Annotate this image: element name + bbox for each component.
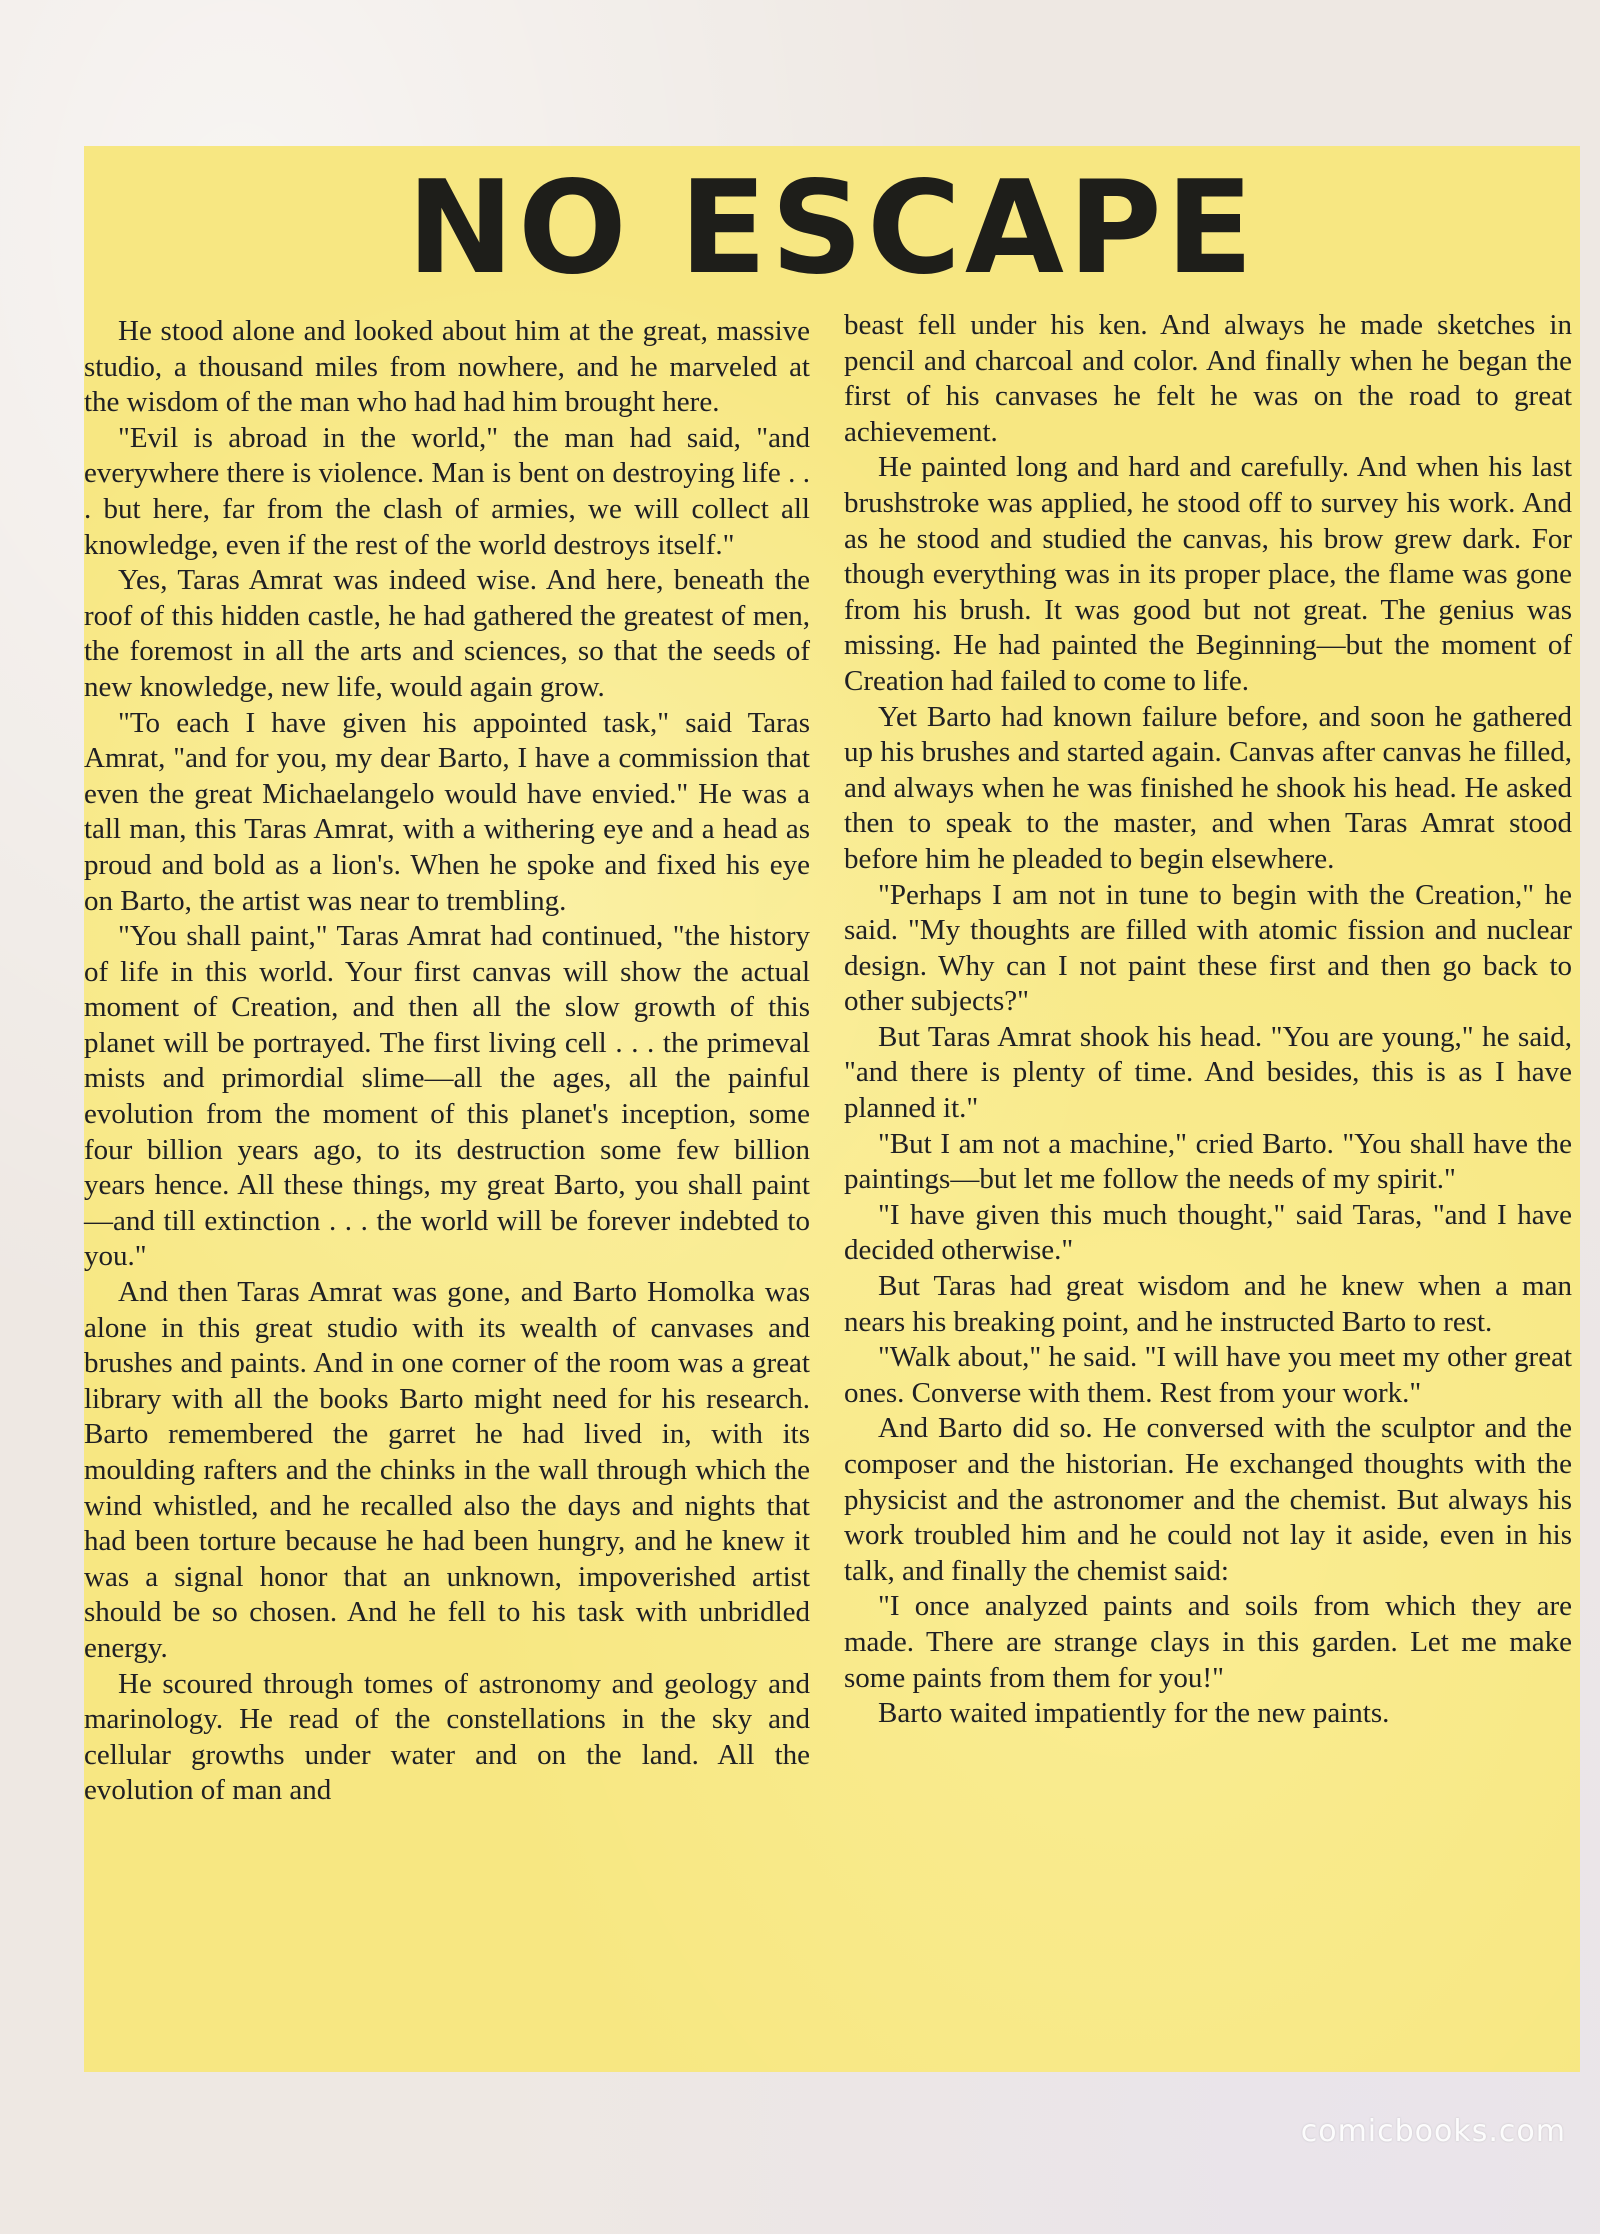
- right-column: [844, 308, 1572, 1732]
- paragraph: Barto waited impatiently for the new paints.: [878, 1697, 1390, 1730]
- paragraph: But Taras had great wisdom and he knew when a man nears his breaking point, and he instructed Barto to rest.: [844, 1270, 1572, 1338]
- paragraph: "You shall paint," Taras Amrat had continued, "the history of life in this world. Your first canvas will show the actual moment of Creation, and then all the slow growth of this planet will be portrayed. The first living cell . . . the primeval mists and primordial slime—all the ages, all the painful evolution from the moment of this planet's inception, some four billion years ago, to its destruction some few billion years hence. All these things, my great Barto, you shall paint—and till extinction . . . the world will be forever indebted to you.": [84, 920, 810, 1273]
- paragraph: "I once analyzed paints and soils from which they are made. There are strange clays in this garden. Let me make some paints from them for you!": [844, 1590, 1572, 1694]
- paragraph: "Evil is abroad in the world," the man had said, "and everywhere there is violence. Man is bent on destroying life . . . but here, far from the clash of armies, we will collect all knowledge, even if the rest of the world destroys itself.": [84, 421, 810, 561]
- paragraph: He stood alone and looked about him at the great, massive studio, a thousand miles from nowhere, and he marveled at the wisdom of the man who had had him brought here.: [84, 315, 810, 419]
- paragraph: And Barto did so. He conversed with the sculptor and the composer and the historian. He exchanged thoughts with the physicist and the astronomer and the chemist. But always his work troubled him and he could not lay it aside, even in his talk, and finally the chemist said:: [844, 1412, 1572, 1587]
- paragraph: Yes, Taras Amrat was indeed wise. And here, beneath the roof of this hidden castle, he had gathered the greatest of men, the foremost in all the arts and sciences, so that the seeds of new knowledge, new life, would again grow.: [84, 564, 810, 703]
- paragraph: And then Taras Amrat was gone, and Barto Homolka was alone in this great studio with its wealth of canvases and brushes and paints. And in one corner of the room was a great library with all the books Barto might need for his research. Barto remembered the garret he had lived in, with its moulding rafters and the chinks in the wall through which the wind whistled, and he recalled also the days and nights that had been torture because he had been hungry, and he knew it was a signal honor that an unknown, impoverished artist should be so chosen. And he fell to his task with unbridled energy.: [84, 1276, 810, 1664]
- left-column: [84, 314, 810, 1809]
- paragraph: Yet Barto had known failure before, and soon he gathered up his brushes and started again. Canvas after canvas he filled, and always when he was finished he shook his head. He asked then to speak to the master, and when Taras Amrat stood before him he pleaded to begin elsewhere.: [844, 700, 1572, 875]
- paragraph: He scoured through tomes of astronomy and geology and marinology. He read of the constellations in the sky and cellular growths under water and on the land. All the evolution of man and: [84, 1667, 810, 1807]
- paragraph-continuation: beast fell under his ken. And always he made sketches in pencil and charcoal and color. And finally when he began the first of his canvases he felt he was on the road to great achievement.: [844, 309, 1572, 448]
- paragraph: "Perhaps I am not in tune to begin with the Creation," he said. "My thoughts are filled with atomic fission and nuclear design. Why can I not paint these first and then go back to other subjects?": [844, 878, 1572, 1018]
- story-title: NO ESCAPE: [406, 154, 1258, 303]
- watermark: comicbooks.com: [1300, 2114, 1566, 2149]
- paragraph: But Taras Amrat shook his head. "You are young," he said, "and there is plenty of time. And besides, this is as I have planned it.": [844, 1020, 1572, 1125]
- story-panel: [84, 146, 1580, 2072]
- paragraph: "To each I have given his appointed task," said Taras Amrat, "and for you, my dear Barto, I have a commission that even the great Michaelangelo would have envied." He was a tall man, this Taras Amrat, with a withering eye and a head as proud and bold as a lion's. When he spoke and fixed his eye on Barto, the artist was near to trembling.: [84, 706, 810, 917]
- paragraph: He painted long and hard and carefully. And when his last brushstroke was applied, he stood off to survey his work. And as he stood and studied the canvas, his brow grew dark. For though everything was in its proper place, the flame was gone from his brush. It was good but not great. The genius was missing. He had painted the Beginning—but the moment of Creation had failed to come to life.: [844, 451, 1572, 697]
- paragraph: "But I am not a machine," cried Barto. "You shall have the paintings—but let me follow the needs of my spirit.": [844, 1127, 1572, 1196]
- paragraph: "Walk about," he said. "I will have you meet my other great ones. Converse with them. Rest from your work.": [844, 1341, 1572, 1409]
- paragraph: "I have given this much thought," said Taras, "and I have decided otherwise.": [844, 1198, 1572, 1267]
